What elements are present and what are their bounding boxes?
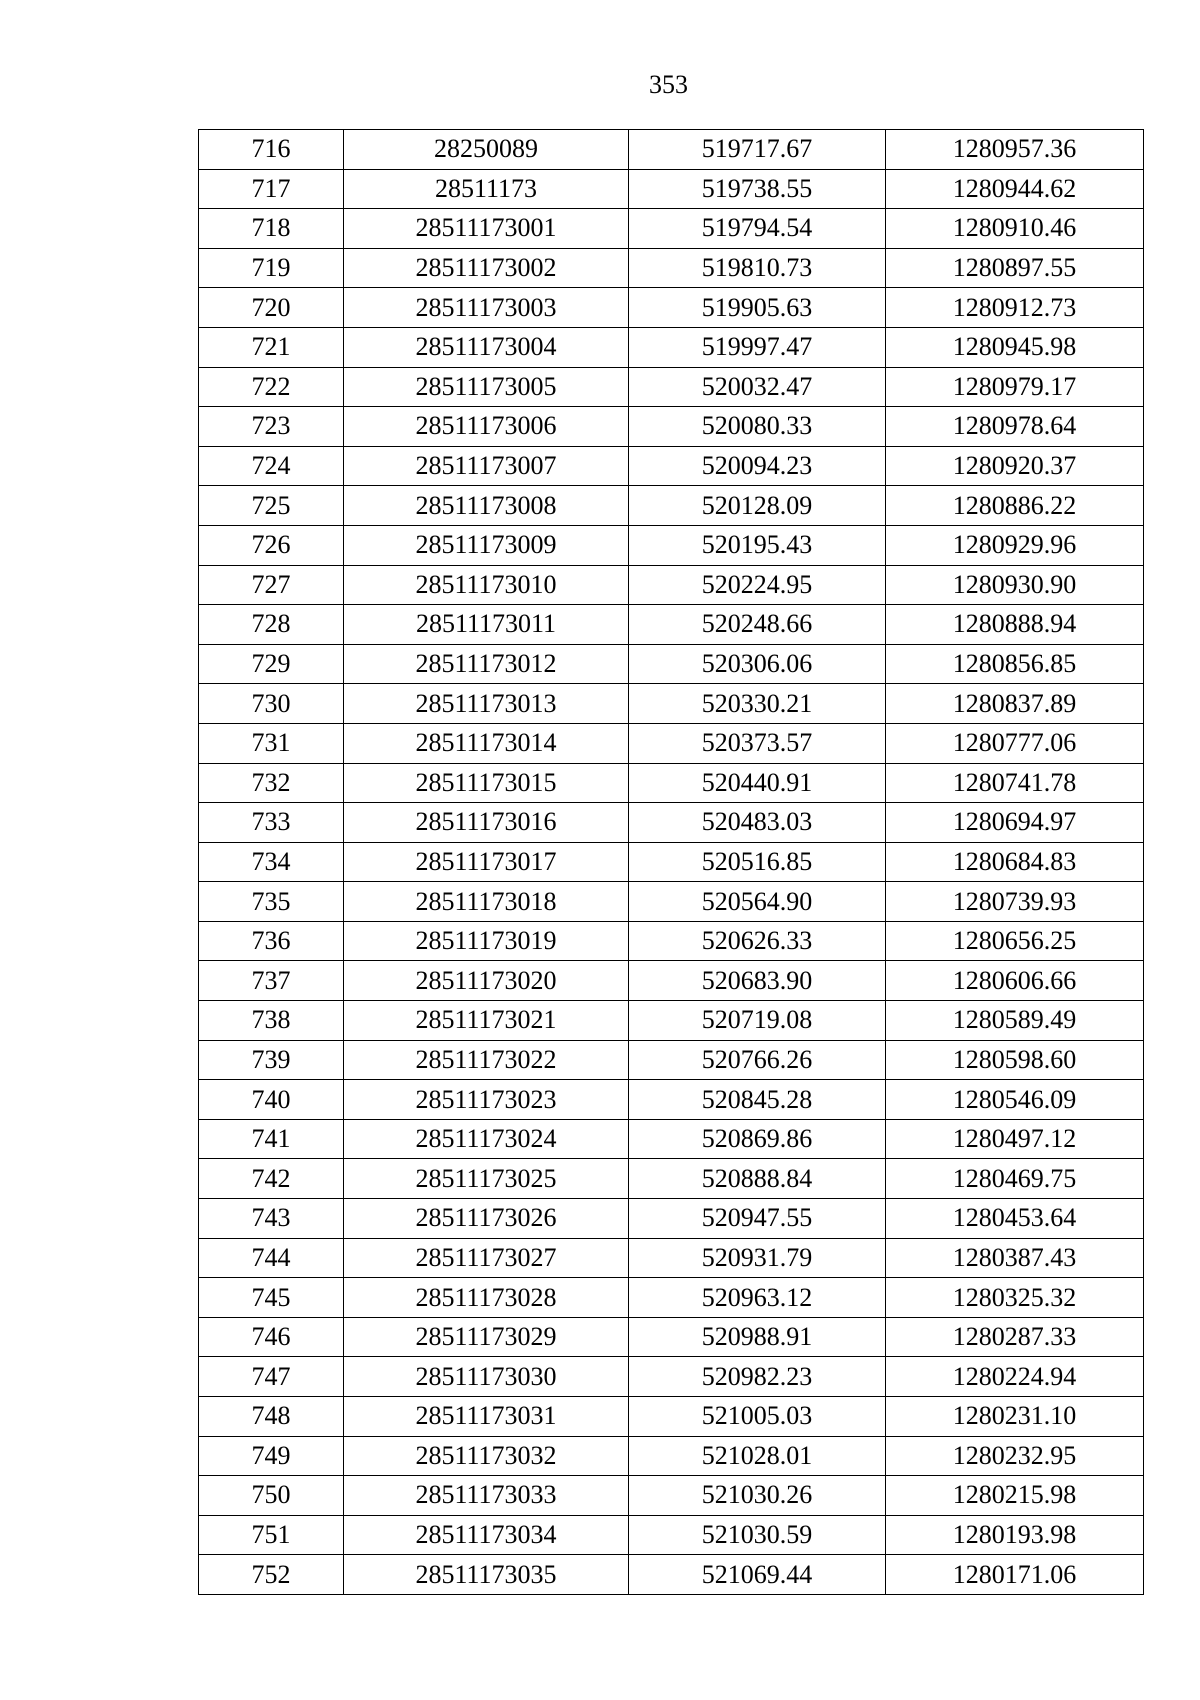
point-id-cell: 28511173022 — [344, 1040, 629, 1080]
x-coordinate-cell: 521030.26 — [629, 1476, 886, 1516]
point-id-cell: 28511173009 — [344, 525, 629, 565]
y-coordinate-cell: 1280684.83 — [886, 842, 1144, 882]
table-row — [199, 1397, 1144, 1437]
y-coordinate-cell: 1280694.97 — [886, 803, 1144, 843]
row-number-cell: 743 — [199, 1199, 344, 1239]
point-id-cell: 28511173 — [344, 169, 629, 209]
table-row — [199, 882, 1144, 922]
row-number-cell: 729 — [199, 644, 344, 684]
row-number-cell: 732 — [199, 763, 344, 803]
table-row — [199, 1001, 1144, 1041]
point-id-cell: 28511173017 — [344, 842, 629, 882]
row-number-cell: 748 — [199, 1397, 344, 1437]
point-id-cell: 28511173027 — [344, 1238, 629, 1278]
table-row — [199, 1040, 1144, 1080]
table-row — [199, 1317, 1144, 1357]
row-number-cell: 736 — [199, 921, 344, 961]
row-number-cell: 735 — [199, 882, 344, 922]
x-coordinate-cell: 521028.01 — [629, 1436, 886, 1476]
row-number-cell: 737 — [199, 961, 344, 1001]
row-number-cell: 720 — [199, 288, 344, 328]
x-coordinate-cell: 521069.44 — [629, 1555, 886, 1595]
y-coordinate-cell: 1280606.66 — [886, 961, 1144, 1001]
table-row — [199, 1119, 1144, 1159]
table-row — [199, 1515, 1144, 1555]
table-row — [199, 961, 1144, 1001]
x-coordinate-cell: 520483.03 — [629, 803, 886, 843]
y-coordinate-cell: 1280287.33 — [886, 1317, 1144, 1357]
row-number-cell: 717 — [199, 169, 344, 209]
point-id-cell: 28511173021 — [344, 1001, 629, 1041]
y-coordinate-cell: 1280232.95 — [886, 1436, 1144, 1476]
y-coordinate-cell: 1280777.06 — [886, 723, 1144, 763]
row-number-cell: 722 — [199, 367, 344, 407]
x-coordinate-cell: 520683.90 — [629, 961, 886, 1001]
table-row — [199, 248, 1144, 288]
y-coordinate-cell: 1280978.64 — [886, 407, 1144, 447]
y-coordinate-cell: 1280929.96 — [886, 525, 1144, 565]
x-coordinate-cell: 520440.91 — [629, 763, 886, 803]
row-number-cell: 742 — [199, 1159, 344, 1199]
y-coordinate-cell: 1280886.22 — [886, 486, 1144, 526]
x-coordinate-cell: 520080.33 — [629, 407, 886, 447]
table-row — [199, 1436, 1144, 1476]
point-id-cell: 28511173028 — [344, 1278, 629, 1318]
row-number-cell: 731 — [199, 723, 344, 763]
point-id-cell: 28511173018 — [344, 882, 629, 922]
y-coordinate-cell: 1280837.89 — [886, 684, 1144, 724]
x-coordinate-cell: 520931.79 — [629, 1238, 886, 1278]
x-coordinate-cell: 521005.03 — [629, 1397, 886, 1437]
point-id-cell: 28511173002 — [344, 248, 629, 288]
y-coordinate-cell: 1280171.06 — [886, 1555, 1144, 1595]
y-coordinate-cell: 1280193.98 — [886, 1515, 1144, 1555]
table-row — [199, 565, 1144, 605]
x-coordinate-cell: 521030.59 — [629, 1515, 886, 1555]
y-coordinate-cell: 1280739.93 — [886, 882, 1144, 922]
point-id-cell: 28511173004 — [344, 327, 629, 367]
y-coordinate-cell: 1280979.17 — [886, 367, 1144, 407]
point-id-cell: 28511173003 — [344, 288, 629, 328]
row-number-cell: 739 — [199, 1040, 344, 1080]
x-coordinate-cell: 520888.84 — [629, 1159, 886, 1199]
x-coordinate-cell: 519717.67 — [629, 130, 886, 170]
row-number-cell: 750 — [199, 1476, 344, 1516]
y-coordinate-cell: 1280387.43 — [886, 1238, 1144, 1278]
y-coordinate-cell: 1280589.49 — [886, 1001, 1144, 1041]
x-coordinate-cell: 520224.95 — [629, 565, 886, 605]
table-row — [199, 684, 1144, 724]
point-id-cell: 28511173023 — [344, 1080, 629, 1120]
point-id-cell: 28511173016 — [344, 803, 629, 843]
table-row — [199, 723, 1144, 763]
row-number-cell: 738 — [199, 1001, 344, 1041]
x-coordinate-cell: 520988.91 — [629, 1317, 886, 1357]
row-number-cell: 716 — [199, 130, 344, 170]
y-coordinate-cell: 1280325.32 — [886, 1278, 1144, 1318]
table-row — [199, 327, 1144, 367]
y-coordinate-cell: 1280497.12 — [886, 1119, 1144, 1159]
x-coordinate-cell: 520094.23 — [629, 446, 886, 486]
row-number-cell: 733 — [199, 803, 344, 843]
table-row — [199, 288, 1144, 328]
y-coordinate-cell: 1280888.94 — [886, 605, 1144, 645]
table-row — [199, 605, 1144, 645]
row-number-cell: 721 — [199, 327, 344, 367]
row-number-cell: 728 — [199, 605, 344, 645]
x-coordinate-cell: 520306.06 — [629, 644, 886, 684]
table-row — [199, 1199, 1144, 1239]
y-coordinate-cell: 1280741.78 — [886, 763, 1144, 803]
y-coordinate-cell: 1280930.90 — [886, 565, 1144, 605]
x-coordinate-cell: 519810.73 — [629, 248, 886, 288]
point-id-cell: 28511173034 — [344, 1515, 629, 1555]
point-id-cell: 28511173013 — [344, 684, 629, 724]
row-number-cell: 741 — [199, 1119, 344, 1159]
point-id-cell: 28511173001 — [344, 209, 629, 249]
point-id-cell: 28511173029 — [344, 1317, 629, 1357]
table-body — [199, 130, 1144, 1595]
row-number-cell: 745 — [199, 1278, 344, 1318]
y-coordinate-cell: 1280231.10 — [886, 1397, 1144, 1437]
y-coordinate-cell: 1280656.25 — [886, 921, 1144, 961]
x-coordinate-cell: 520373.57 — [629, 723, 886, 763]
y-coordinate-cell: 1280224.94 — [886, 1357, 1144, 1397]
point-id-cell: 28511173030 — [344, 1357, 629, 1397]
y-coordinate-cell: 1280897.55 — [886, 248, 1144, 288]
table-row — [199, 486, 1144, 526]
table-row — [199, 1357, 1144, 1397]
x-coordinate-cell: 520516.85 — [629, 842, 886, 882]
row-number-cell: 740 — [199, 1080, 344, 1120]
point-id-cell: 28511173032 — [344, 1436, 629, 1476]
coordinate-table — [198, 129, 1144, 1595]
y-coordinate-cell: 1280910.46 — [886, 209, 1144, 249]
x-coordinate-cell: 520869.86 — [629, 1119, 886, 1159]
row-number-cell: 734 — [199, 842, 344, 882]
point-id-cell: 28511173020 — [344, 961, 629, 1001]
row-number-cell: 744 — [199, 1238, 344, 1278]
point-id-cell: 28511173025 — [344, 1159, 629, 1199]
x-coordinate-cell: 519997.47 — [629, 327, 886, 367]
point-id-cell: 28511173024 — [344, 1119, 629, 1159]
table-row — [199, 525, 1144, 565]
point-id-cell: 28511173033 — [344, 1476, 629, 1516]
row-number-cell: 725 — [199, 486, 344, 526]
x-coordinate-cell: 520128.09 — [629, 486, 886, 526]
y-coordinate-cell: 1280945.98 — [886, 327, 1144, 367]
point-id-cell: 28511173026 — [344, 1199, 629, 1239]
table-row — [199, 842, 1144, 882]
row-number-cell: 718 — [199, 209, 344, 249]
x-coordinate-cell: 520032.47 — [629, 367, 886, 407]
table-row — [199, 367, 1144, 407]
point-id-cell: 28511173019 — [344, 921, 629, 961]
x-coordinate-cell: 520719.08 — [629, 1001, 886, 1041]
row-number-cell: 727 — [199, 565, 344, 605]
point-id-cell: 28511173014 — [344, 723, 629, 763]
y-coordinate-cell: 1280546.09 — [886, 1080, 1144, 1120]
x-coordinate-cell: 520564.90 — [629, 882, 886, 922]
x-coordinate-cell: 519738.55 — [629, 169, 886, 209]
table-row — [199, 644, 1144, 684]
row-number-cell: 719 — [199, 248, 344, 288]
table-row — [199, 169, 1144, 209]
y-coordinate-cell: 1280453.64 — [886, 1199, 1144, 1239]
table-row — [199, 1476, 1144, 1516]
y-coordinate-cell: 1280912.73 — [886, 288, 1144, 328]
table-row — [199, 1278, 1144, 1318]
y-coordinate-cell: 1280920.37 — [886, 446, 1144, 486]
point-id-cell: 28250089 — [344, 130, 629, 170]
x-coordinate-cell: 519905.63 — [629, 288, 886, 328]
table-row — [199, 209, 1144, 249]
table-row — [199, 446, 1144, 486]
table-row — [199, 921, 1144, 961]
table-row — [199, 407, 1144, 447]
row-number-cell: 749 — [199, 1436, 344, 1476]
table-row — [199, 1159, 1144, 1199]
x-coordinate-cell: 520766.26 — [629, 1040, 886, 1080]
point-id-cell: 28511173012 — [344, 644, 629, 684]
row-number-cell: 746 — [199, 1317, 344, 1357]
point-id-cell: 28511173015 — [344, 763, 629, 803]
table-row — [199, 1080, 1144, 1120]
row-number-cell: 747 — [199, 1357, 344, 1397]
table-row — [199, 130, 1144, 170]
y-coordinate-cell: 1280944.62 — [886, 169, 1144, 209]
point-id-cell: 28511173035 — [344, 1555, 629, 1595]
x-coordinate-cell: 520626.33 — [629, 921, 886, 961]
table-row — [199, 1238, 1144, 1278]
x-coordinate-cell: 520195.43 — [629, 525, 886, 565]
x-coordinate-cell: 520963.12 — [629, 1278, 886, 1318]
y-coordinate-cell: 1280957.36 — [886, 130, 1144, 170]
x-coordinate-cell: 520982.23 — [629, 1357, 886, 1397]
point-id-cell: 28511173010 — [344, 565, 629, 605]
point-id-cell: 28511173006 — [344, 407, 629, 447]
point-id-cell: 28511173011 — [344, 605, 629, 645]
y-coordinate-cell: 1280598.60 — [886, 1040, 1144, 1080]
y-coordinate-cell: 1280215.98 — [886, 1476, 1144, 1516]
point-id-cell: 28511173031 — [344, 1397, 629, 1437]
table-row — [199, 803, 1144, 843]
table-row — [199, 763, 1144, 803]
x-coordinate-cell: 520248.66 — [629, 605, 886, 645]
row-number-cell: 730 — [199, 684, 344, 724]
row-number-cell: 752 — [199, 1555, 344, 1595]
x-coordinate-cell: 519794.54 — [629, 209, 886, 249]
point-id-cell: 28511173007 — [344, 446, 629, 486]
row-number-cell: 724 — [199, 446, 344, 486]
table-row — [199, 1555, 1144, 1595]
row-number-cell: 723 — [199, 407, 344, 447]
point-id-cell: 28511173005 — [344, 367, 629, 407]
x-coordinate-cell: 520845.28 — [629, 1080, 886, 1120]
y-coordinate-cell: 1280856.85 — [886, 644, 1144, 684]
x-coordinate-cell: 520947.55 — [629, 1199, 886, 1239]
row-number-cell: 726 — [199, 525, 344, 565]
row-number-cell: 751 — [199, 1515, 344, 1555]
x-coordinate-cell: 520330.21 — [629, 684, 886, 724]
page-number: 353 — [649, 70, 688, 99]
point-id-cell: 28511173008 — [344, 486, 629, 526]
y-coordinate-cell: 1280469.75 — [886, 1159, 1144, 1199]
